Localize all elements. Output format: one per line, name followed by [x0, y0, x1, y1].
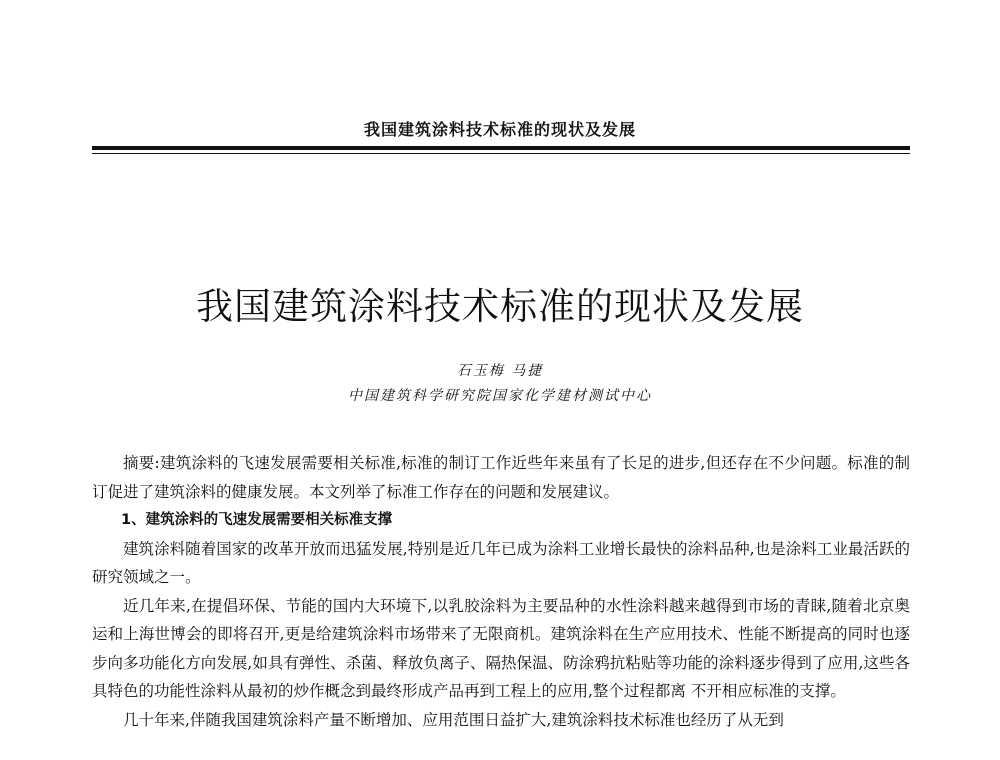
body-text [92, 449, 910, 734]
header-rule-thick [92, 146, 910, 150]
paragraph: 几十年来,伴随我国建筑涂料产量不断增加、应用范围日益扩大,建筑涂料技术标准也经历了从无到 [123, 710, 784, 729]
paragraph: 建筑涂料随着国家的改革开放而迅猛发展,特别是近几年已成为涂料工业增长最快的涂料品种,也是涂料工业最活跃的研究领域之一。 [92, 539, 910, 586]
section-heading: 1、建筑涂料的飞速发展需要相关标准支撑 [121, 512, 393, 528]
affiliation: 中国建筑科学研究院国家化学建材测试中心 [348, 388, 652, 404]
authors: 石玉梅 马捷 [456, 363, 544, 379]
header-rule-thin [92, 153, 910, 154]
running-head: 我国建筑涂料技术标准的现状及发展 [363, 120, 636, 139]
paper-title: 我国建筑涂料技术标准的现状及发展 [196, 285, 804, 328]
abstract: 摘要:建筑涂料的飞速发展需要相关标准,标准的制订工作近些年来虽有了长足的进步,但还存在不少问题。标准的制订促进了建筑涂料的健康发展。本文列举了标准工作存在的问题和发展建议。 [92, 454, 910, 501]
paragraph: 近几年来,在提倡环保、节能的国内大环境下,以乳胶涂料为主要品种的水性涂料越来越得到市场的青睐,随着北京奥运和上海世博会的即将召开,更是给建筑涂料市场带来了无限商机。建筑涂料在生产应用技术、性能不断提高的同时也逐步向多功能化方向发展,如具有弹性、杀菌、释放负离子、隔热保温、防涂鸦抗粘贴等功能的涂料逐步得到了应用,这些各具特色的功能性涂料从最初的炒作概念到最终形成产品再到工程上的应用,整个过程都离 不开相应标准的支撑。 [92, 596, 910, 700]
